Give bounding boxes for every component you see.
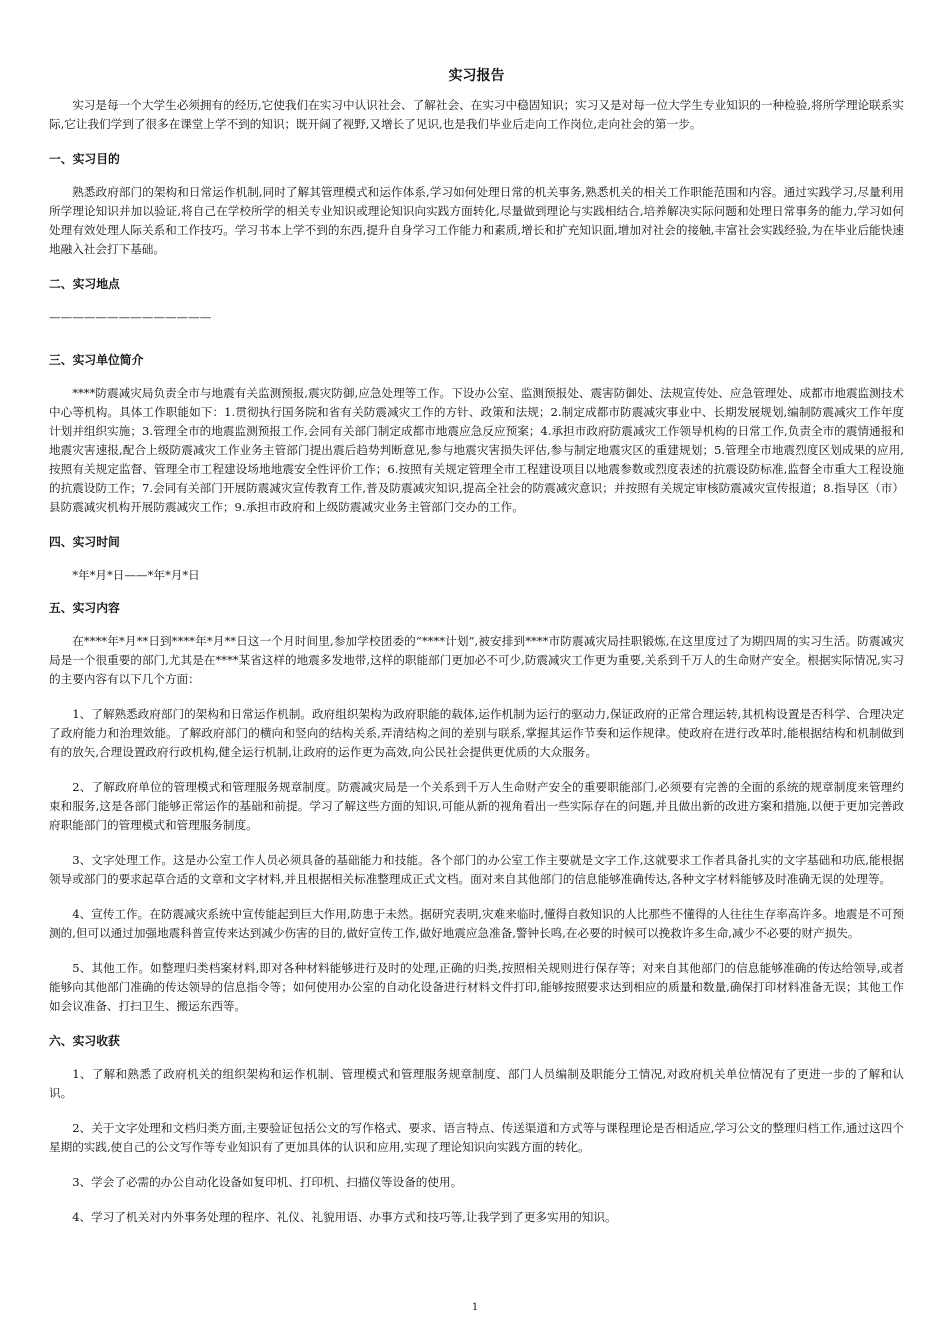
section-heading-harvest: 六、实习收获: [49, 1034, 120, 1048]
section-heading-location: 二、实习地点: [49, 277, 120, 291]
section-heading-unit: 三、实习单位简介: [49, 353, 144, 367]
content-item: 5、其他工作。如整理归类档案材料,即对各种材料能够进行及时的处理,正确的归类,按照相关规则进行保存等；对来自其他部门的信息能够准确的传达给领导,或者能够向其他部门准确的传达领导的信息指令等；如何使用办公室的自动化设备进行材料文件打印,能够按照要求达到相应的质量和数量,确保打印材料准备无误；其他工作如会议准备、打扫卫生、搬运东西等。: [49, 961, 904, 1013]
content-intro-paragraph: 在****年*月**日到****年*月**日这一个月时间里,参加学校团委的“****计划”,被安排到****市防震减灾局挂职锻炼,在这里度过了为期四周的实习生活。防震减灾局是一个很重要的部门,尤其是在****某省这样的地震多发地带,这样的职能部门更加必不可少,防震减灾工作更为重要,关系到千万人的生命财产安全。根据实际情况,实习的主要内容有以下几个方面：: [49, 634, 904, 686]
location-placeholder: ——————————————: [49, 310, 212, 324]
page-number: 1: [471, 1302, 479, 1313]
harvest-item: 4、学习了机关对内外事务处理的程序、礼仪、礼貌用语、办事方式和技巧等,让我学到了更多实用的知识。: [72, 1210, 617, 1224]
section-heading-purpose: 一、实习目的: [49, 152, 120, 166]
unit-paragraph: ****防震减灾局负责全市与地震有关监测预报,震灾防御,应急处理等工作。下设办公室、监测预报处、震害防御处、法规宣传处、应急管理处、成都市地震监测技术中心等机构。具体工作职能如下：1.贯彻执行国务院和省有关防震减灾工作的方针、政策和法规；2.制定成都市防震减灾事业中、长期发展规划,编制防震减灾工作年度计划并组织实施；3.管理全市的地震监测预报工作,会同有关部门制定成都市地震应急反应预案；4.承担市政府防震减灾工作领导机构的日常工作,负责全市的震情通报和地震灾害速报,配合上级防震减灾工作业务主管部门提出震后趋势判断意见,参与地震灾害损失评估,参与制定地震灾区的重建规划；5.管理全市地震烈度区划成果的应用,按照有关规定监督、管理全市工程建设场地地震安全性评价工作；6.按照有关规定管理全市工程建设项目以地震参数或烈度表述的抗震设防标准,监督全市重大工程设施的抗震设防工作；7.会同有关部门开展防震减灾宣传教育工作,普及防震减灾知识,提高全社会的防震减灾意识；并按照有关规定审核防震减灾宣传报道；8.指导区（市）县防震减灾机构开展防震减灾工作；9.承担市政府和上级防震减灾业务主管部门交办的工作。: [49, 386, 904, 514]
section-heading-content: 五、实习内容: [49, 601, 120, 615]
section-heading-time: 四、实习时间: [49, 535, 120, 549]
content-item: 2、了解政府单位的管理模式和管理服务规章制度。防震减灾局是一个关系到千万人生命财产安全的重要职能部门,必须要有完善的全面的系统的规章制度来管理约束和服务,这是各部门能够正常运作的基础和前提。学习了解这些方面的知识,可能从新的视角看出一些实际存在的问题,并且做出新的改进方案和措施,以便于更加完善政府职能部门的管理模式和管理服务制度。: [49, 780, 904, 832]
document-title: 实习报告: [448, 68, 505, 84]
content-item: 3、文字处理工作。这是办公室工作人员必须具备的基础能力和技能。各个部门的办公室工作主要就是文字工作,这就要求工作者具备扎实的文字基础和功底,能根据领导或部门的要求起草合适的文章和文字材料,并且根据相关标准整理成正式文档。面对来自其他部门的信息能够准确传达,各种文字材料能够及时准确无误的处理等。: [49, 853, 904, 886]
document-page: [49, 64, 904, 1243]
harvest-item: 2、关于文字处理和文档归类方面,主要验证包括公文的写作格式、要求、语言特点、传送渠道和方式等与课程理论是否相适应,学习公文的整理归档工作,通过这四个星期的实践,使自己的公文写作等专业知识有了更加具体的认识和应用,实现了理论知识向实践方面的转化。: [49, 1121, 904, 1154]
time-paragraph: *年*月*日——*年*月*日: [72, 568, 200, 582]
content-item: 4、宣传工作。在防震减灾系统中宣传能起到巨大作用,防患于未然。据研究表明,灾难来临时,懂得自救知识的人比那些不懂得的人往往生存率高许多。地震是不可预测的,但可以通过加强地震科普宣传来达到减少伤害的目的,做好宣传工作,做好地震应急准备,警钟长鸣,在必要的时候可以挽救许多生命,减少不必要的财产损失。: [49, 907, 904, 940]
intro-paragraph: 实习是每一个大学生必须拥有的经历,它使我们在实习中认识社会、了解社会、在实习中稳固知识；实习又是对每一位大学生专业知识的一种检验,将所学理论联系实际,它让我们学到了很多在课堂上学不到的知识；既开阔了视野,又增长了见识,也是我们毕业后走向工作岗位,走向社会的第一步。: [49, 98, 904, 131]
harvest-item: 3、学会了必需的办公自动化设备如复印机、打印机、扫描仪等设备的使用。: [72, 1175, 463, 1189]
purpose-paragraph: 熟悉政府部门的架构和日常运作机制,同时了解其管理模式和运作体系,学习如何处理日常的机关事务,熟悉机关的相关工作职能范围和内容。通过实践学习,尽量利用所学理论知识并加以验证,将自己在学校所学的相关专业知识或理论知识向实践方面转化,尽量做到理论与实践相结合,培养解决实际问题和处理日常事务的能力,学习如何处理有效处理人际关系和工作技巧。学习书本上学不到的东西,提升自身学习工作能力和素质,增长和扩充知识面,增加对社会的接触,丰富社会实践经验,为在毕业后能快速地融入社会打下基础。: [49, 185, 904, 256]
content-item: 1、了解熟悉政府部门的架构和日常运作机制。政府组织架构为政府职能的载体,运作机制为运行的驱动力,保证政府的正常合理运转,其机构设置是否科学、合理决定了政府能力和治理效能。了解政府部门的横向和竖向的结构关系,弄清结构之间的差别与联系,掌握其运作节奏和运作规律。使政府在进行改革时,能根据结构和机制做到有的放矢,合理设置政府行政机构,健全运行机制,让政府的运作更为高效,向公民社会提供更优质的大众服务。: [49, 707, 904, 759]
harvest-item: 1、了解和熟悉了政府机关的组织架构和运作机制、管理模式和管理服务规章制度、部门人员编制及职能分工情况,对政府机关单位情况有了更进一步的了解和认识。: [49, 1067, 904, 1100]
